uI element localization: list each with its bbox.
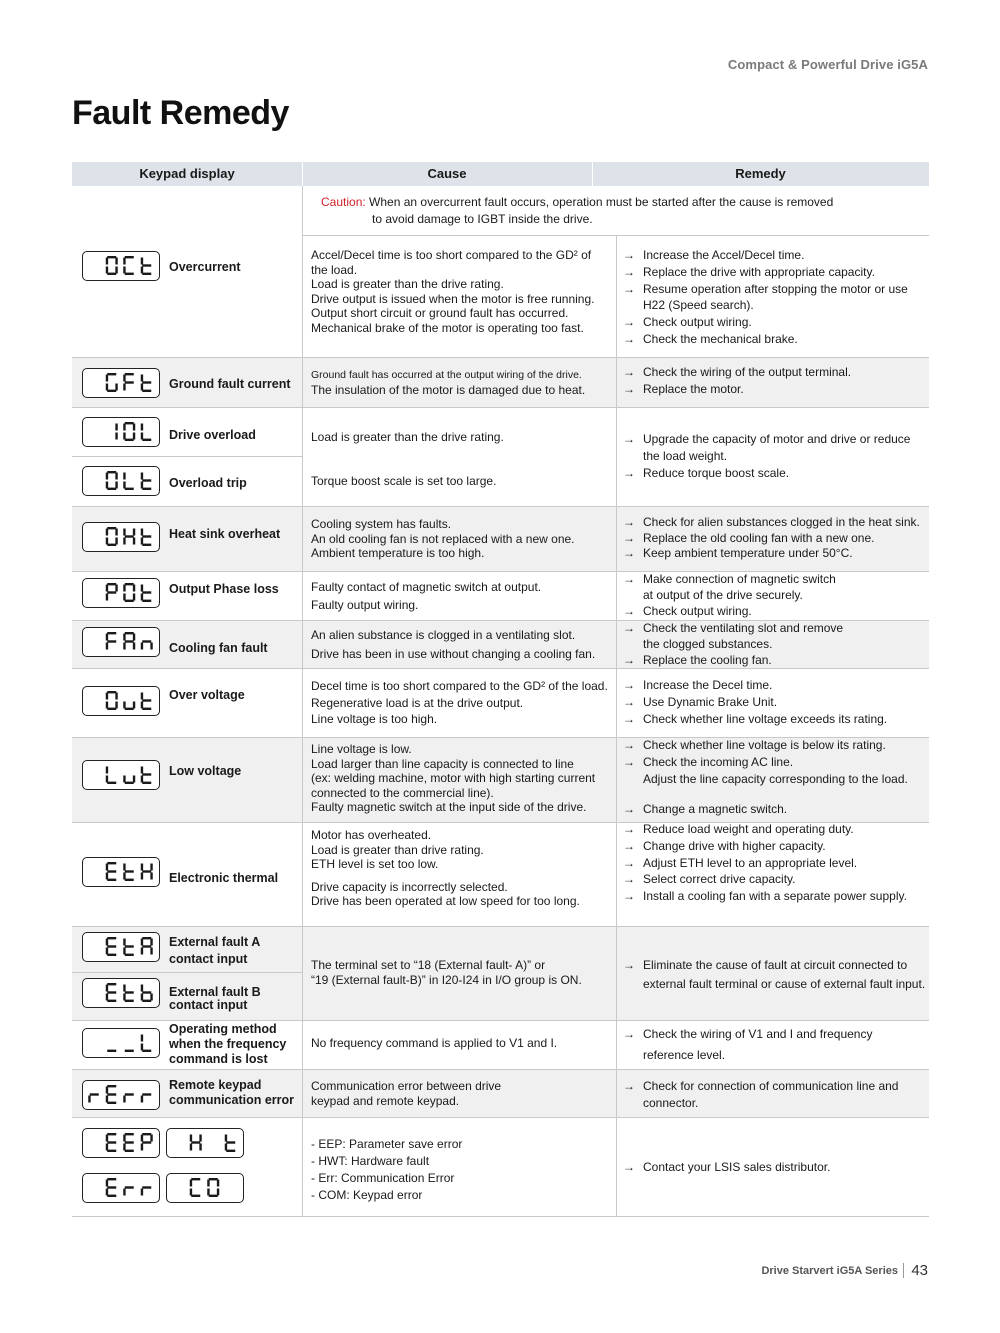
lcd-segment: [142, 640, 151, 642]
lcd-segment: [107, 937, 116, 939]
cause-cell: Ground fault has occurred at the output wiring of the drive. The insulation of the motor is damaged due to heat.: [311, 369, 586, 397]
lcd-segment: [150, 994, 152, 1001]
page-number: 43: [911, 1262, 928, 1279]
lcd-segment: [107, 471, 116, 473]
fault-name: Operating method when the frequency command is lost: [169, 1022, 287, 1066]
caution-label: Caution:: [321, 195, 366, 209]
lcd-segment: [125, 991, 134, 993]
lcd-segment: [125, 1093, 134, 1095]
lcd-segment: [226, 1141, 235, 1143]
lcd-segment: [141, 482, 143, 489]
lcd-segment: [107, 945, 116, 947]
lcd-segment: [107, 640, 116, 642]
lcd-segment: [123, 776, 125, 783]
fault-name: Cooling fan fault: [169, 641, 268, 655]
remedy-cell: → Check the wiring of V1 and I and frequency reference level.: [623, 1027, 873, 1062]
lcd-segment: [115, 424, 117, 431]
lcd-segment: [107, 879, 116, 881]
lcd-segment: [115, 384, 117, 391]
lcd-segment: [225, 1144, 227, 1151]
lcd-segment: [107, 1102, 116, 1104]
lcd-segment: [141, 1135, 143, 1142]
lcd-display-oct: [82, 251, 160, 281]
remedy-cell: → Upgrade the capacity of motor and drive or reduce the load weight. → Reduce torque boost scale.: [623, 432, 911, 480]
lcd-segment: [106, 994, 108, 1001]
lcd-segment: [142, 591, 151, 593]
lcd-segment: [125, 879, 134, 881]
lcd-segment: [142, 1133, 151, 1135]
lcd-segment: [115, 267, 117, 274]
header-keypad: Keypad display: [139, 166, 235, 181]
lcd-segment: [107, 782, 116, 784]
lcd-segment: [142, 870, 151, 872]
lcd-display-com: [166, 1173, 244, 1203]
lcd-segment: [125, 1141, 134, 1143]
lcd-segment: [141, 948, 143, 955]
lcd-segment: [191, 1178, 200, 1180]
lcd-segment: [141, 585, 143, 592]
lcd-segment: [125, 273, 134, 275]
lcd-segment: [107, 1093, 116, 1095]
lcd-segment: [115, 693, 117, 700]
cause-cell: Torque boost scale is set too large.: [311, 474, 497, 488]
lcd-segment: [107, 708, 116, 710]
lcd-display-err: [82, 1173, 160, 1203]
lcd-segment: [199, 1144, 201, 1151]
lcd-display-pot: [82, 578, 160, 608]
caution-note: [321, 194, 833, 227]
fault-name: External fault A contact input: [169, 935, 261, 966]
lcd-segment: [141, 776, 143, 783]
lcd-segment: [106, 693, 108, 700]
lcd-segment: [133, 433, 135, 440]
lcd-segment: [106, 594, 108, 601]
lcd-display-hwt: [166, 1128, 244, 1158]
cause-cell: Cooling system has faults. An old cooling fan is not replaced with a new one. Ambient temperature is too high.: [311, 517, 575, 560]
lcd-segment: [133, 643, 135, 650]
cause-cell: Communication error between drive keypad and remote keypad.: [311, 1079, 502, 1108]
lcd-segment: [125, 422, 134, 424]
lcd-segment: [106, 538, 108, 545]
lcd-segment: [115, 702, 117, 709]
lcd-display-oht: [82, 522, 160, 552]
remedy-cell: → Reduce load weight and operating duty. → Change drive with higher capacity. → Adjust ETH level to an appropriate level. → Select correct drive capacity. → Install a cooling fan with a separate power supply.: [623, 822, 907, 904]
lcd-segment: [125, 583, 134, 585]
lcd-segment: [107, 1085, 116, 1087]
lcd-segment: [225, 1135, 227, 1142]
lcd-segment: [123, 948, 125, 955]
lcd-segment: [106, 473, 108, 480]
lcd-segment: [106, 767, 108, 774]
lcd-segment: [106, 702, 108, 709]
lcd-segment: [123, 1096, 125, 1103]
lcd-segment: [107, 544, 116, 546]
lcd-segment: [150, 864, 152, 871]
lcd-segment: [142, 273, 151, 275]
lcd-segment: [190, 1180, 192, 1187]
lcd-segment: [141, 384, 143, 391]
lcd-segment: [123, 258, 125, 265]
lcd-segment: [142, 1000, 151, 1002]
lcd-segment: [142, 773, 151, 775]
lcd-segment: [107, 1186, 116, 1188]
lcd-segment: [133, 776, 135, 783]
lcd-segment: [141, 1144, 143, 1151]
fault-name: External fault B contact input: [169, 985, 261, 1012]
lcd-segment: [125, 1186, 134, 1188]
remedy-cell: → Check for alien substances clogged in the heat sink. → Replace the old cooling fan with a new one. → Keep ambient temperature under 50°C.: [623, 515, 920, 560]
lcd-segment: [106, 258, 108, 265]
remedy-cell: → Increase the Accel/Decel time. → Replace the drive with appropriate capacity. → Resume operation after stopping the motor or use H22 (Speed search). → Check output wiring. → Check the mechanical brake.: [623, 248, 908, 346]
lcd-segment: [133, 538, 135, 545]
lcd-segment: [115, 585, 117, 592]
lcd-segment: [142, 488, 151, 490]
lcd-segment: [141, 1096, 143, 1103]
cause-cell: Accel/Decel time is too short compared to the GD² of the load. Load is greater than the drive rating. Drive output is issued when the motor is free running. Output short circuit or ground fault has occurred. Mechanical brake of the motor is operating too fast.: [311, 248, 595, 335]
cause-cell: - EEP: Parameter save error - HWT: Hardware fault - Err: Communication Error - COM: Keypad error: [311, 1136, 463, 1202]
cause-cell: An alien substance is clogged in a ventilating slot. Drive has been in use without changing a cooling fan.: [311, 628, 596, 661]
lcd-segment: [150, 1135, 152, 1142]
lcd-segment: [209, 1178, 218, 1180]
fault-name: Low voltage: [169, 764, 242, 778]
lcd-segment: [107, 273, 116, 275]
lcd-segment: [150, 948, 152, 955]
lcd-segment: [123, 994, 125, 1001]
lcd-segment: [142, 937, 151, 939]
lcd-segment: [141, 538, 143, 545]
lcd-segment: [125, 782, 134, 784]
lcd-segment: [125, 600, 134, 602]
lcd-segment: [142, 1093, 151, 1095]
lcd-segment: [141, 985, 143, 992]
lcd-segment: [142, 1141, 151, 1143]
lcd-segment: [133, 594, 135, 601]
lcd-segment: [123, 873, 125, 880]
footer-series: Drive Starvert iG5A Series: [761, 1265, 898, 1277]
lcd-segment: [125, 373, 134, 375]
fault-name: Drive overload: [169, 428, 256, 442]
lcd-segment: [107, 1000, 116, 1002]
lcd-segment: [142, 544, 151, 546]
lcd-segment: [141, 267, 143, 274]
lcd-segment: [133, 702, 135, 709]
footer-divider: [903, 1263, 904, 1278]
lcd-segment: [207, 1180, 209, 1187]
lcd-segment: [107, 488, 116, 490]
lcd-segment: [190, 1135, 192, 1142]
lcd-segment: [142, 535, 151, 537]
lcd-display-fan: [82, 627, 160, 657]
lcd-segment: [142, 699, 151, 701]
lcd-segment: [123, 1189, 125, 1196]
cause-cell: Faulty contact of magnetic switch at output. Faulty output wiring.: [311, 580, 542, 612]
lcd-segment: [123, 482, 125, 489]
lcd-segment: [107, 954, 116, 956]
lcd-segment: [106, 384, 108, 391]
lcd-segment: [106, 1087, 108, 1094]
lcd-display-olt: [82, 466, 160, 496]
lcd-segment: [106, 1180, 108, 1187]
lcd-segment: [142, 991, 151, 993]
lcd-display-lost: [82, 1028, 160, 1058]
lcd-segment: [141, 258, 143, 265]
lcd-segment: [115, 258, 117, 265]
lcd-segment: [226, 1150, 235, 1152]
lcd-segment: [106, 1144, 108, 1151]
lcd-segment: [107, 583, 116, 585]
lcd-segment: [106, 1096, 108, 1103]
cause-cell: No frequency command is applied to V1 and I.: [311, 1036, 558, 1050]
lcd-segment: [125, 256, 134, 258]
lcd-segment: [106, 985, 108, 992]
lcd-segment: [125, 954, 134, 956]
brand-header: Compact & Powerful Drive iG5A: [727, 57, 928, 72]
header-cause: Cause: [427, 166, 467, 181]
fault-name: Over voltage: [169, 688, 245, 702]
header-remedy: Remedy: [735, 166, 786, 181]
remedy-cell: → Eliminate the cause of fault at circuit connected to external fault terminal or cause of external fault input.: [623, 958, 926, 991]
lcd-segment: [106, 776, 108, 783]
caution-line-1: When an overcurrent fault occurs, operation must be started after the cause is removed: [369, 195, 834, 209]
lcd-segment: [115, 538, 117, 545]
table-header: [72, 162, 929, 186]
lcd-segment: [142, 600, 151, 602]
fault-name: Overload trip: [169, 476, 247, 490]
lcd-segment: [123, 594, 125, 601]
lcd-segment: [115, 433, 117, 440]
lcd-segment: [141, 375, 143, 382]
lcd-segment: [142, 479, 151, 481]
lcd-segment: [107, 991, 116, 993]
lcd-segment: [141, 702, 143, 709]
lcd-segment: [123, 634, 125, 641]
lcd-segment: [141, 1035, 143, 1042]
lcd-segment: [115, 529, 117, 536]
lcd-segment: [142, 1186, 151, 1188]
lcd-segment: [106, 939, 108, 946]
lcd-segment: [106, 529, 108, 536]
lcd-segment: [142, 708, 151, 710]
lcd-segment: [141, 529, 143, 536]
lcd-segment: [106, 634, 108, 641]
lcd-segment: [191, 1195, 200, 1197]
lcd-segment: [123, 702, 125, 709]
lcd-segment: [107, 1195, 116, 1197]
lcd-segment: [106, 1135, 108, 1142]
lcd-segment: [217, 1189, 219, 1196]
lcd-segment: [125, 1000, 134, 1002]
lcd-segment: [123, 433, 125, 440]
lcd-segment: [107, 691, 116, 693]
lcd-segment: [150, 643, 152, 650]
lcd-segment: [123, 939, 125, 946]
cause-cell: The terminal set to “18 (External fault- A)” or “19 (External fault-B)” in I20-I24 in I/O group is ON.: [311, 958, 582, 987]
lcd-segment: [142, 381, 151, 383]
lcd-segment: [141, 1044, 143, 1051]
lcd-segment: [141, 473, 143, 480]
lcd-segment: [142, 1050, 151, 1052]
lcd-segment: [125, 488, 134, 490]
lcd-segment: [141, 433, 143, 440]
lcd-segment: [141, 643, 143, 650]
lcd-segment: [141, 594, 143, 601]
lcd-segment: [123, 424, 125, 431]
lcd-display-eep: [82, 1128, 160, 1158]
lcd-segment: [106, 643, 108, 650]
lcd-segment: [123, 375, 125, 382]
cause-cell: Load is greater than the drive rating.: [311, 430, 504, 444]
lcd-segment: [107, 1141, 116, 1143]
lcd-segment: [123, 643, 125, 650]
cause-cell: Decel time is too short compared to the GD² of the load. Regenerative load is at the drive output. Line voltage is too high.: [311, 679, 608, 726]
lcd-segment: [207, 1189, 209, 1196]
lcd-display-iol: [82, 417, 160, 447]
remedy-cell: → Make connection of magnetic switch at output of the drive securely. → Check output wiring.: [623, 572, 836, 618]
lcd-segment: [125, 870, 134, 872]
cause-cell: Line voltage is low. Load larger than line capacity is connected to line (ex: welding machine, motor with high starting current connected to the commercial line). Faulty magnetic switch at the input side of the drive.: [311, 742, 596, 814]
lcd-display-rerr: [82, 1080, 160, 1110]
lcd-segment: [141, 424, 143, 431]
lcd-segment: [125, 381, 134, 383]
lcd-segment: [125, 708, 134, 710]
lcd-segment: [141, 1189, 143, 1196]
lcd-display-gft: [82, 368, 160, 398]
lcd-segment: [141, 994, 143, 1001]
fault-name: Output Phase loss: [169, 582, 279, 596]
lcd-display-lut: [82, 760, 160, 790]
lcd-segment: [106, 267, 108, 274]
remedy-cell: → Check the ventilating slot and remove the clogged substances. → Replace the cooling fan.: [623, 621, 844, 667]
lcd-segment: [123, 585, 125, 592]
lcd-segment: [123, 384, 125, 391]
lcd-segment: [133, 529, 135, 536]
lcd-segment: [141, 939, 143, 946]
page-title: Fault Remedy: [72, 94, 289, 132]
lcd-segment: [141, 767, 143, 774]
lcd-segment: [190, 1144, 192, 1151]
lcd-segment: [123, 864, 125, 871]
lcd-segment: [150, 939, 152, 946]
lcd-segment: [142, 782, 151, 784]
lcd-segment: [107, 527, 116, 529]
lcd-segment: [133, 585, 135, 592]
lcd-segment: [190, 1189, 192, 1196]
lcd-segment: [115, 473, 117, 480]
cause-cell: Motor has overheated. Load is greater than drive rating. ETH level is set too low. Drive capacity is incorrectly selected. Drive has been operated at low speed for too long.: [311, 828, 580, 908]
lcd-segment: [115, 482, 117, 489]
lcd-segment: [141, 693, 143, 700]
lcd-segment: [88, 1096, 90, 1103]
remedy-cell: → Check the wiring of the output terminal. → Replace the motor.: [623, 365, 852, 396]
lcd-segment: [123, 267, 125, 274]
lcd-display-etb: [82, 978, 160, 1008]
lcd-segment: [107, 373, 116, 375]
fault-name: Electronic thermal: [169, 871, 279, 885]
lcd-segment: [107, 1178, 116, 1180]
lcd-segment: [125, 1150, 134, 1152]
lcd-segment: [142, 439, 151, 441]
lcd-segment: [107, 256, 116, 258]
lcd-segment: [125, 439, 134, 441]
lcd-segment: [125, 632, 134, 634]
remedy-cell: → Contact your LSIS sales distributor.: [623, 1160, 831, 1174]
lcd-segment: [106, 948, 108, 955]
lcd-segment: [106, 873, 108, 880]
remedy-cell: → Check for connection of communication line and connector.: [623, 1079, 899, 1110]
lcd-segment: [107, 862, 116, 864]
lcd-segment: [107, 870, 116, 872]
lcd-segment: [106, 585, 108, 592]
fault-name: Ground fault current: [169, 377, 291, 391]
lcd-segment: [107, 1133, 116, 1135]
lcd-segment: [209, 1195, 218, 1197]
remedy-cell: → Check whether line voltage is below its rating. → Check the incoming AC line. Adjust the line capacity corresponding to the load. → Change a magnetic switch.: [623, 738, 908, 817]
fault-name: Overcurrent: [169, 260, 241, 274]
lcd-display-eth: [82, 857, 160, 887]
lcd-segment: [107, 1050, 116, 1052]
lcd-segment: [106, 482, 108, 489]
lcd-segment: [123, 985, 125, 992]
lcd-segment: [141, 873, 143, 880]
lcd-segment: [123, 1135, 125, 1142]
lcd-segment: [106, 864, 108, 871]
lcd-segment: [191, 1141, 200, 1143]
lcd-segment: [125, 640, 134, 642]
caution-line-2: to avoid damage to IGBT inside the drive.: [372, 211, 593, 226]
lcd-segment: [199, 1135, 201, 1142]
lcd-segment: [123, 529, 125, 536]
fault-name: Heat sink overheat: [169, 527, 281, 541]
lcd-segment: [142, 264, 151, 266]
lcd-segment: [150, 873, 152, 880]
lcd-segment: [125, 1133, 134, 1135]
lcd-display-eta: [82, 932, 160, 962]
lcd-segment: [142, 390, 151, 392]
lcd-segment: [125, 1050, 134, 1052]
lcd-segment: [107, 1150, 116, 1152]
lcd-segment: [106, 375, 108, 382]
lcd-segment: [217, 1180, 219, 1187]
lcd-segment: [125, 535, 134, 537]
lcd-segment: [107, 591, 116, 593]
remedy-cell: → Increase the Decel time. → Use Dynamic Brake Unit. → Check whether line voltage exceeds its rating.: [623, 678, 888, 726]
lcd-segment: [141, 864, 143, 871]
lcd-segment: [107, 632, 116, 634]
lcd-segment: [123, 538, 125, 545]
lcd-segment: [133, 424, 135, 431]
lcd-segment: [107, 390, 116, 392]
lcd-segment: [125, 945, 134, 947]
lcd-segment: [123, 473, 125, 480]
lcd-display-out: [82, 686, 160, 716]
fault-name: Remote keypad communication error: [169, 1078, 295, 1107]
lcd-segment: [142, 945, 151, 947]
lcd-segment: [106, 1189, 108, 1196]
lcd-segment: [107, 983, 116, 985]
lcd-segment: [90, 1093, 99, 1095]
lcd-segment: [123, 1144, 125, 1151]
lcd-segment: [133, 634, 135, 641]
